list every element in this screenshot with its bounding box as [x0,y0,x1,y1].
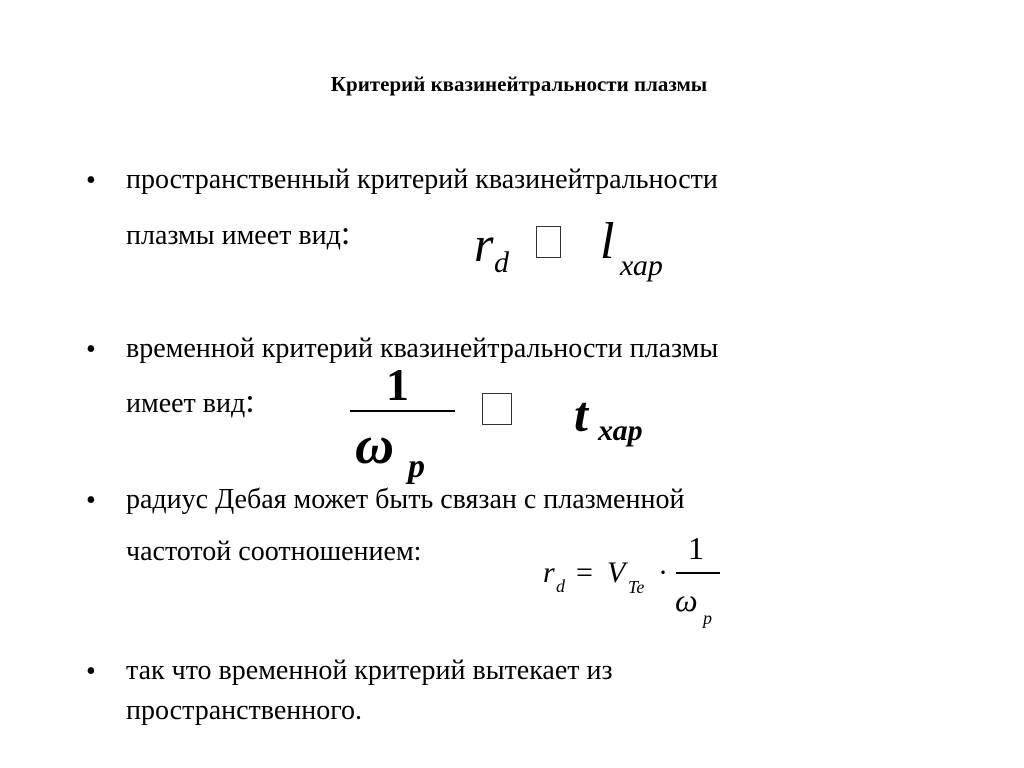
bullet-1-line-2-text: плазмы имеет вид [126,220,341,251]
formula-3-dot: · [658,556,668,589]
formula-3-r-subscript: d [556,576,565,596]
formula-1-r: r [474,216,494,272]
bullet-marker-3: • [86,485,96,516]
formula-3-numerator: 1 [688,530,704,566]
formula-3-v-subscript: Te [628,577,645,597]
bullet-4-line-1: так что временной критерий вытекает из [126,655,613,686]
bullet-2-line-2-text: имеет вид [126,388,246,419]
bullet-1-line-2 [126,217,350,251]
formula-3-omega-subscript: p [703,608,712,628]
formula-2-t: t [574,386,588,442]
formula-1-l: l [600,213,615,270]
bullet-1-line-1: пространственный критерий квазинейтральности [126,164,718,195]
formula-1-l-subscript: хар [620,249,663,282]
missing-relation-glyph-1 [536,226,561,258]
bullet-marker-2: • [86,334,96,365]
slide-title: Критерий квазинейтральности плазмы [330,72,708,96]
bullet-2-line-2 [126,385,255,419]
formula-2-fraction-bar [350,410,455,412]
formula-1-r-subscript: d [494,246,509,279]
bullet-3-line-2: частотой соотношением: [126,536,422,567]
bullet-4-line-2: пространственного. [126,695,363,726]
formula-3-r: r [543,556,555,589]
missing-relation-glyph-2 [482,393,512,425]
bullet-2-colon: : [245,383,255,420]
formula-2-omega-subscript: p [408,448,425,485]
formula-2-omega: ω [355,415,395,475]
formula-3-fraction-bar [676,572,720,574]
bullet-marker-4: • [86,656,96,687]
formula-3-equals: = [576,556,593,589]
bullet-2-line-1: временной критерий квазинейтральности плазмы [126,333,719,364]
formula-3-v: V [607,556,626,589]
bullet-1-colon: : [340,215,351,252]
bullet-marker-1: • [86,165,96,196]
formula-2-t-subscript: хар [598,414,643,447]
bullet-3-line-1: радиус Дебая может быть связан с плазменной [126,484,685,515]
formula-2-numerator: 1 [386,359,409,410]
formula-3-omega: ω [675,582,698,618]
